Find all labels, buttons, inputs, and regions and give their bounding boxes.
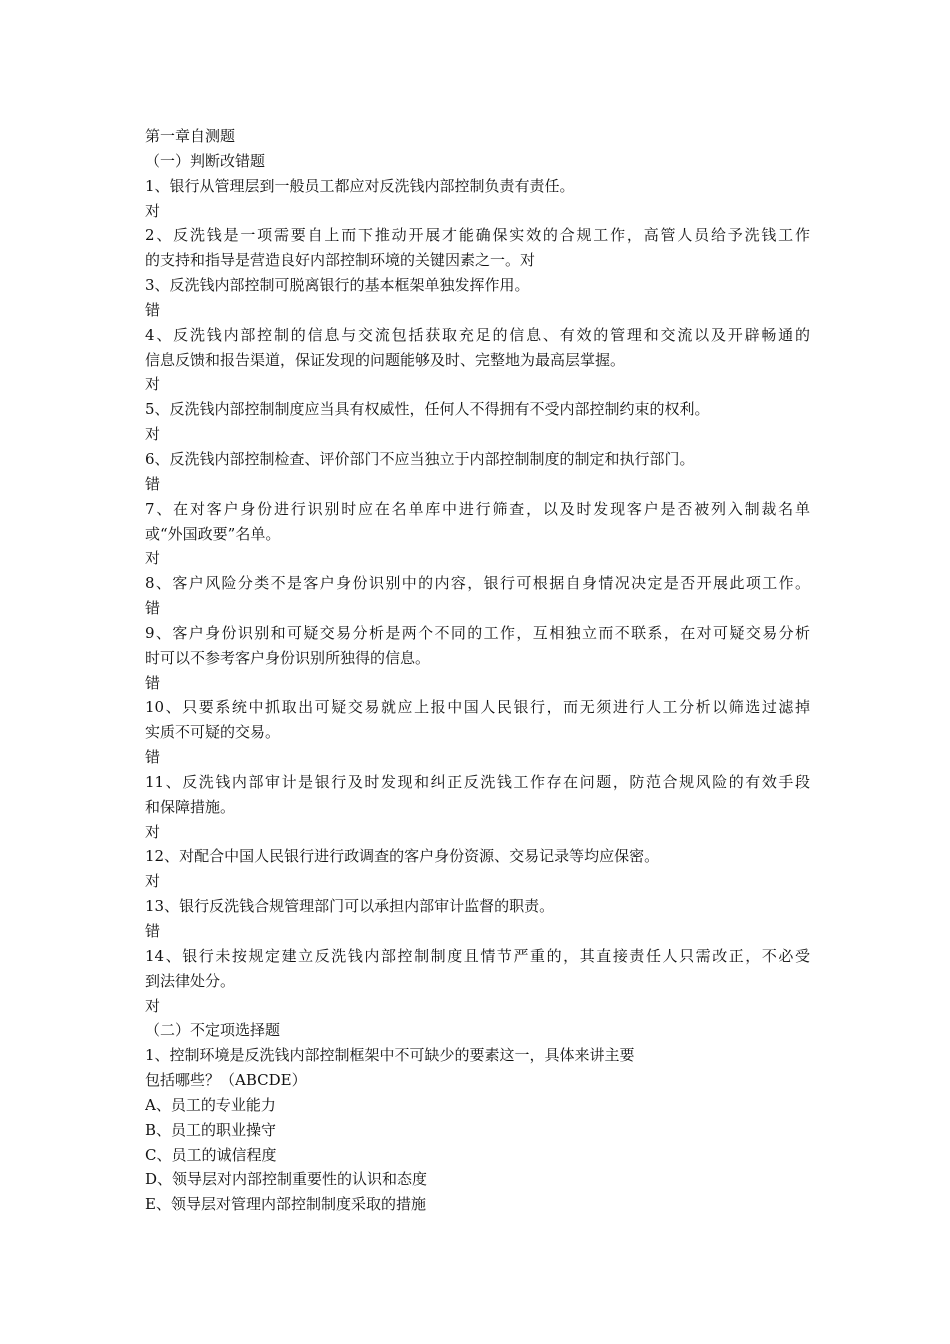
mc-option-a: A、员工的专业能力 — [145, 1095, 276, 1114]
answer-12: 对 — [145, 872, 161, 891]
section-heading-multiple-choice: （二）不定项选择题 — [145, 1021, 281, 1040]
question-7-line-2: 或“外国政要”名单。 — [145, 524, 281, 543]
question-8: 8、客户风险分类不是客户身份识别中的内容，银行可根据自身情况决定是否开展此项工作。 — [145, 574, 810, 593]
answer-9: 错 — [145, 673, 161, 692]
answer-10: 错 — [145, 748, 161, 767]
answer-14: 对 — [145, 996, 161, 1015]
question-9-line-1: 9、客户身份识别和可疑交易分析是两个不同的工作，互相独立而不联系，在对可疑交易分析 — [145, 623, 810, 642]
answer-4: 对 — [145, 375, 161, 394]
question-2-line-2: 的支持和指导是营造良好内部控制环境的关键因素之一。对 — [145, 251, 536, 270]
answer-6: 错 — [145, 474, 161, 493]
question-11-line-1: 11、反洗钱内部审计是银行及时发现和纠正反洗钱工作存在问题，防范合规风险的有效手段 — [145, 772, 810, 791]
question-1: 1、银行从管理层到一般员工都应对反洗钱内部控制负责有责任。 — [145, 176, 575, 195]
question-13: 13、银行反洗钱合规管理部门可以承担内部审计监督的职责。 — [145, 897, 555, 916]
mc-question-1-line-2: 包括哪些？（ABCDE） — [145, 1071, 307, 1090]
mc-option-b: B、员工的职业操守 — [145, 1120, 277, 1139]
question-2-line-1: 2、反洗钱是一项需要自上而下推动开展才能确保实效的合规工作，高管人员给予洗钱工作 — [145, 226, 810, 245]
question-6: 6、反洗钱内部控制检查、评价部门不应当独立于内部控制制度的制定和执行部门。 — [145, 449, 695, 468]
answer-1: 对 — [145, 201, 161, 220]
answer-8: 错 — [145, 599, 161, 618]
question-3: 3、反洗钱内部控制可脱离银行的基本框架单独发挥作用。 — [145, 276, 530, 295]
question-7-line-1: 7、在对客户身份进行识别时应在名单库中进行筛查，以及时发现客户是否被列入制裁名单 — [145, 499, 810, 518]
chapter-title: 第一章自测题 — [145, 127, 236, 145]
question-4-line-1: 4、反洗钱内部控制的信息与交流包括获取充足的信息、有效的管理和交流以及开辟畅通的 — [145, 325, 810, 344]
mc-option-d: D、领导层对内部控制重要性的认识和态度 — [145, 1170, 428, 1189]
mc-option-e: E、领导层对管理内部控制制度采取的措施 — [145, 1195, 426, 1214]
question-9-line-2: 时可以不参考客户身份识别所独得的信息。 — [145, 648, 431, 667]
question-10-line-2: 实质不可疑的交易。 — [145, 723, 281, 742]
section-heading-true-false: （一）判断改错题 — [145, 151, 266, 170]
question-4-line-2: 信息反馈和报告渠道，保证发现的问题能够及时、完整地为最高层掌握。 — [145, 350, 626, 369]
mc-question-1-line-1: 1、控制环境是反洗钱内部控制框架中不可缺少的要素这一，具体来讲主要 — [145, 1046, 635, 1065]
answer-13: 错 — [145, 922, 161, 940]
answer-3: 错 — [145, 300, 161, 319]
document-page — [145, 124, 810, 1217]
question-14-line-1: 14、银行未按规定建立反洗钱内部控制制度且情节严重的，其直接责任人只需改正，不必受 — [145, 946, 810, 965]
mc-option-c: C、员工的诚信程度 — [145, 1145, 277, 1164]
question-12: 12、对配合中国人民银行进行政调查的客户身份资源、交易记录等均应保密。 — [145, 847, 660, 866]
question-14-line-2: 到法律处分。 — [145, 971, 236, 990]
question-10-line-1: 10、只要系统中抓取出可疑交易就应上报中国人民银行，而无须进行人工分析以筛选过滤掉 — [145, 698, 810, 717]
question-11-line-2: 和保障措施。 — [145, 797, 236, 816]
question-5: 5、反洗钱内部控制制度应当具有权威性，任何人不得拥有不受内部控制约束的权利。 — [145, 400, 710, 419]
answer-11: 对 — [145, 822, 161, 841]
answer-7: 对 — [145, 549, 161, 568]
answer-5: 对 — [145, 425, 161, 444]
